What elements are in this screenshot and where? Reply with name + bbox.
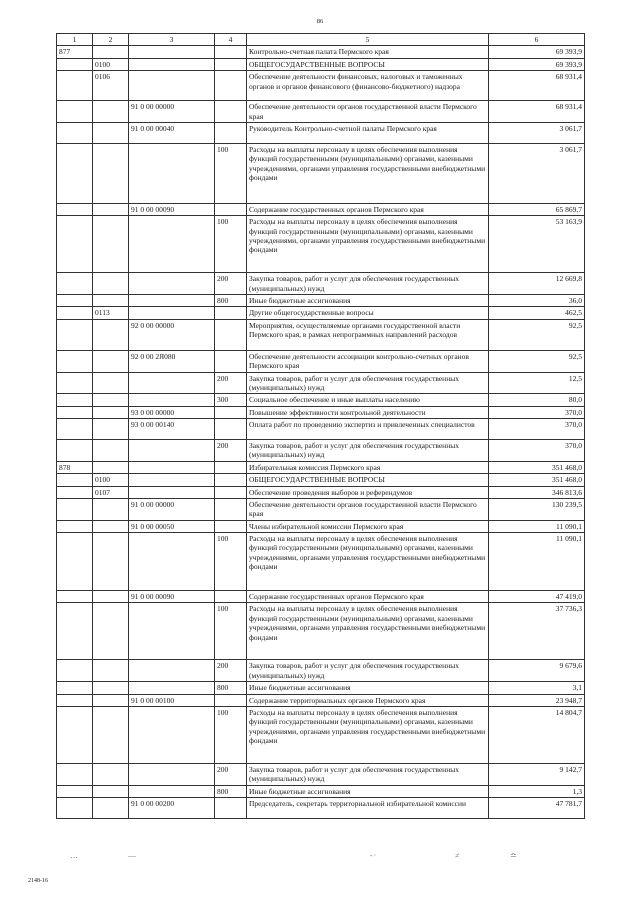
target-article-cell: 92 0 00 2Я080 bbox=[129, 350, 215, 372]
target-article-cell: 91 0 00 00200 bbox=[129, 798, 215, 819]
header-col-3: 3 bbox=[129, 34, 215, 46]
page-number: 86 bbox=[316, 18, 324, 25]
section-cell: 0106 bbox=[93, 71, 129, 101]
table-row bbox=[57, 101, 585, 123]
target-article-cell bbox=[129, 603, 215, 660]
admin-code-cell bbox=[57, 533, 93, 591]
section-cell bbox=[93, 319, 129, 350]
document-code: 2148-16 bbox=[28, 878, 48, 884]
description-cell: Обеспечение деятельности ассоциации контрольно-счетных органов Пермского края bbox=[247, 350, 489, 372]
description-cell: Контрольно-счетная палата Пермского края bbox=[247, 46, 489, 58]
section-cell bbox=[93, 273, 129, 295]
description-cell: Расходы на выплаты персоналу в целях обеспечения выполнения функций государственными (муниципальными) органами, казенными учреждениями, органами управления государственными внебюджетными фондами bbox=[247, 143, 489, 203]
expense-type-cell bbox=[215, 101, 247, 123]
admin-code-cell bbox=[57, 101, 93, 123]
description-cell: Закупка товаров, работ и услуг для обеспечения государственных (муниципальных) нужд bbox=[247, 372, 489, 394]
admin-code-cell bbox=[57, 603, 93, 660]
table-row bbox=[57, 350, 585, 372]
table-row bbox=[57, 273, 585, 295]
expense-type-cell: 800 bbox=[215, 682, 247, 694]
admin-code-cell bbox=[57, 273, 93, 295]
table-row bbox=[57, 295, 585, 307]
admin-code-cell bbox=[57, 394, 93, 406]
target-article-cell bbox=[129, 372, 215, 394]
table-row bbox=[57, 440, 585, 462]
target-article-cell bbox=[129, 660, 215, 682]
amount-cell: 351 468,0 bbox=[489, 474, 585, 486]
admin-code-cell bbox=[57, 406, 93, 418]
admin-code-cell: 877 bbox=[57, 46, 93, 58]
expense-type-cell: 100 bbox=[215, 706, 247, 763]
section-cell bbox=[93, 406, 129, 418]
amount-cell: 351 468,0 bbox=[489, 461, 585, 473]
amount-cell: 92,5 bbox=[489, 350, 585, 372]
description-cell: Социальное обеспечение и иные выплаты населению bbox=[247, 394, 489, 406]
table-row bbox=[57, 603, 585, 660]
signature-mark-4: ≠ bbox=[455, 851, 461, 860]
table-row bbox=[57, 533, 585, 591]
expense-type-cell bbox=[215, 350, 247, 372]
header-col-2: 2 bbox=[93, 34, 129, 46]
budget-table bbox=[56, 33, 585, 819]
admin-code-cell bbox=[57, 682, 93, 694]
target-article-cell: 91 0 00 00040 bbox=[129, 122, 215, 143]
description-cell: Содержание государственных органов Пермского края bbox=[247, 203, 489, 215]
expense-type-cell: 100 bbox=[215, 216, 247, 273]
table-row bbox=[57, 660, 585, 682]
header-row bbox=[57, 34, 585, 46]
target-article-cell bbox=[129, 307, 215, 319]
expense-type-cell: 200 bbox=[215, 763, 247, 785]
admin-code-cell bbox=[57, 486, 93, 498]
expense-type-cell: 200 bbox=[215, 660, 247, 682]
target-article-cell: 91 0 00 00090 bbox=[129, 591, 215, 603]
section-cell bbox=[93, 533, 129, 591]
table-row bbox=[57, 394, 585, 406]
expense-type-cell bbox=[215, 58, 247, 70]
admin-code-cell bbox=[57, 419, 93, 440]
expense-type-cell: 100 bbox=[215, 143, 247, 203]
target-article-cell: 93 0 00 00000 bbox=[129, 406, 215, 418]
admin-code-cell bbox=[57, 71, 93, 101]
target-article-cell bbox=[129, 533, 215, 591]
amount-cell: 370,0 bbox=[489, 419, 585, 440]
target-article-cell bbox=[129, 295, 215, 307]
amount-cell: 14 804,7 bbox=[489, 706, 585, 763]
target-article-cell bbox=[129, 785, 215, 797]
amount-cell: 370,0 bbox=[489, 440, 585, 462]
section-cell bbox=[93, 203, 129, 215]
description-cell: Оплата работ по проведению экспертиз и привлеченных специалистов bbox=[247, 419, 489, 440]
expense-type-cell: 800 bbox=[215, 785, 247, 797]
section-cell bbox=[93, 785, 129, 797]
section-cell bbox=[93, 350, 129, 372]
admin-code-cell bbox=[57, 143, 93, 203]
admin-code-cell bbox=[57, 591, 93, 603]
expense-type-cell bbox=[215, 486, 247, 498]
section-cell bbox=[93, 682, 129, 694]
description-cell: Обеспечение деятельности финансовых, налоговых и таможенных органов и органов финансового (финансово-бюджетного) надзора bbox=[247, 71, 489, 101]
amount-cell: 1,3 bbox=[489, 785, 585, 797]
table-row bbox=[57, 520, 585, 532]
target-article-cell bbox=[129, 706, 215, 763]
expense-type-cell: 300 bbox=[215, 394, 247, 406]
description-cell: Расходы на выплаты персоналу в целях обеспечения выполнения функций государственными (муниципальными) органами, казенными учреждениями, органами управления государственными внебюджетными фондами bbox=[247, 706, 489, 763]
table-row bbox=[57, 143, 585, 203]
target-article-cell: 91 0 00 00000 bbox=[129, 498, 215, 520]
table-row bbox=[57, 798, 585, 819]
target-article-cell: 93 0 00 00140 bbox=[129, 419, 215, 440]
description-cell: Мероприятия, осуществляемые органами государственной власти Пермского края, в рамках непрограммных направлений расходов bbox=[247, 319, 489, 350]
amount-cell: 47 781,7 bbox=[489, 798, 585, 819]
table-row bbox=[57, 461, 585, 473]
signature-mark-2: — bbox=[128, 851, 137, 860]
table-body bbox=[57, 46, 585, 819]
description-cell: Закупка товаров, работ и услуг для обеспечения государственных (муниципальных) нужд bbox=[247, 440, 489, 462]
target-article-cell bbox=[129, 46, 215, 58]
description-cell: Содержание государственных органов Пермского края bbox=[247, 591, 489, 603]
signature-mark-1: … bbox=[70, 851, 79, 860]
amount-cell: 47 419,0 bbox=[489, 591, 585, 603]
expense-type-cell bbox=[215, 461, 247, 473]
admin-code-cell bbox=[57, 498, 93, 520]
header-col-6: 6 bbox=[489, 34, 585, 46]
description-cell: Иные бюджетные ассигнования bbox=[247, 682, 489, 694]
section-cell bbox=[93, 660, 129, 682]
expense-type-cell bbox=[215, 474, 247, 486]
admin-code-cell bbox=[57, 295, 93, 307]
target-article-cell bbox=[129, 273, 215, 295]
table-row bbox=[57, 419, 585, 440]
amount-cell: 370,0 bbox=[489, 406, 585, 418]
table-row bbox=[57, 307, 585, 319]
section-cell bbox=[93, 461, 129, 473]
expense-type-cell bbox=[215, 694, 247, 706]
section-cell bbox=[93, 295, 129, 307]
table-row bbox=[57, 71, 585, 101]
expense-type-cell bbox=[215, 307, 247, 319]
target-article-cell bbox=[129, 763, 215, 785]
target-article-cell: 92 0 00 00000 bbox=[129, 319, 215, 350]
table-row bbox=[57, 706, 585, 763]
section-cell bbox=[93, 394, 129, 406]
target-article-cell bbox=[129, 216, 215, 273]
amount-cell: 9 679,6 bbox=[489, 660, 585, 682]
section-cell bbox=[93, 706, 129, 763]
section-cell bbox=[93, 520, 129, 532]
expense-type-cell: 100 bbox=[215, 603, 247, 660]
target-article-cell bbox=[129, 682, 215, 694]
description-cell: Иные бюджетные ассигнования bbox=[247, 295, 489, 307]
admin-code-cell bbox=[57, 763, 93, 785]
table-row bbox=[57, 591, 585, 603]
expense-type-cell bbox=[215, 591, 247, 603]
description-cell: Расходы на выплаты персоналу в целях обеспечения выполнения функций государственными (муниципальными) органами, казенными учреждениями, органами управления государственными внебюджетными фондами bbox=[247, 603, 489, 660]
signature-mark-3: -· bbox=[370, 851, 378, 860]
target-article-cell bbox=[129, 71, 215, 101]
description-cell: ОБЩЕГОСУДАРСТВЕННЫЕ ВОПРОСЫ bbox=[247, 58, 489, 70]
expense-type-cell bbox=[215, 71, 247, 101]
table-row bbox=[57, 406, 585, 418]
section-cell bbox=[93, 591, 129, 603]
description-cell: Члены избирательной комиссии Пермского края bbox=[247, 520, 489, 532]
description-cell: Закупка товаров, работ и услуг для обеспечения государственных (муниципальных) нужд bbox=[247, 660, 489, 682]
admin-code-cell bbox=[57, 307, 93, 319]
section-cell bbox=[93, 122, 129, 143]
description-cell: ОБЩЕГОСУДАРСТВЕННЫЕ ВОПРОСЫ bbox=[247, 474, 489, 486]
admin-code-cell bbox=[57, 216, 93, 273]
expense-type-cell bbox=[215, 798, 247, 819]
amount-cell: 65 869,7 bbox=[489, 203, 585, 215]
table-row bbox=[57, 372, 585, 394]
target-article-cell bbox=[129, 58, 215, 70]
amount-cell: 3,1 bbox=[489, 682, 585, 694]
section-cell bbox=[93, 372, 129, 394]
target-article-cell: 91 0 00 00050 bbox=[129, 520, 215, 532]
description-cell: Избирательная комиссия Пермского края bbox=[247, 461, 489, 473]
amount-cell: 80,0 bbox=[489, 394, 585, 406]
amount-cell: 346 813,6 bbox=[489, 486, 585, 498]
section-cell bbox=[93, 46, 129, 58]
expense-type-cell bbox=[215, 406, 247, 418]
admin-code-cell bbox=[57, 122, 93, 143]
expense-type-cell bbox=[215, 122, 247, 143]
amount-cell: 130 239,5 bbox=[489, 498, 585, 520]
admin-code-cell bbox=[57, 520, 93, 532]
table-row bbox=[57, 58, 585, 70]
admin-code-cell bbox=[57, 58, 93, 70]
admin-code-cell: 878 bbox=[57, 461, 93, 473]
table-row bbox=[57, 216, 585, 273]
amount-cell: 36,0 bbox=[489, 295, 585, 307]
amount-cell: 3 061,7 bbox=[489, 143, 585, 203]
table-row bbox=[57, 486, 585, 498]
section-cell bbox=[93, 143, 129, 203]
description-cell: Содержание территориальных органов Пермского края bbox=[247, 694, 489, 706]
section-cell bbox=[93, 440, 129, 462]
amount-cell: 69 393,9 bbox=[489, 46, 585, 58]
table-row bbox=[57, 319, 585, 350]
admin-code-cell bbox=[57, 706, 93, 763]
section-cell bbox=[93, 763, 129, 785]
section-cell bbox=[93, 101, 129, 123]
description-cell: Повышение эффективности контрольной деятельности bbox=[247, 406, 489, 418]
section-cell: 0107 bbox=[93, 486, 129, 498]
amount-cell: 462,5 bbox=[489, 307, 585, 319]
description-cell: Обеспечение проведения выборов и референдумов bbox=[247, 486, 489, 498]
description-cell: Обеспечение деятельности органов государственной власти Пермского края bbox=[247, 101, 489, 123]
header-col-1: 1 bbox=[57, 34, 93, 46]
target-article-cell bbox=[129, 461, 215, 473]
table-header bbox=[57, 34, 585, 46]
table-row bbox=[57, 474, 585, 486]
table-row bbox=[57, 203, 585, 215]
section-cell bbox=[93, 216, 129, 273]
description-cell: Председатель, секретарь территориальной избирательной комиссии bbox=[247, 798, 489, 819]
target-article-cell: 91 0 00 00000 bbox=[129, 101, 215, 123]
description-cell: Руководитель Контрольно-счетной палаты Пермского края bbox=[247, 122, 489, 143]
description-cell: Обеспечение деятельности органов государственной власти Пермского края bbox=[247, 498, 489, 520]
expense-type-cell bbox=[215, 520, 247, 532]
admin-code-cell bbox=[57, 660, 93, 682]
amount-cell: 92,5 bbox=[489, 319, 585, 350]
header-col-4: 4 bbox=[215, 34, 247, 46]
admin-code-cell bbox=[57, 319, 93, 350]
target-article-cell bbox=[129, 394, 215, 406]
amount-cell: 12 669,8 bbox=[489, 273, 585, 295]
expense-type-cell bbox=[215, 419, 247, 440]
target-article-cell bbox=[129, 486, 215, 498]
expense-type-cell: 200 bbox=[215, 440, 247, 462]
amount-cell: 68 931,4 bbox=[489, 71, 585, 101]
amount-cell: 11 090,1 bbox=[489, 533, 585, 591]
admin-code-cell bbox=[57, 203, 93, 215]
header-col-5: 5 bbox=[247, 34, 489, 46]
amount-cell: 23 948,7 bbox=[489, 694, 585, 706]
target-article-cell: 91 0 00 00090 bbox=[129, 203, 215, 215]
admin-code-cell bbox=[57, 350, 93, 372]
admin-code-cell bbox=[57, 372, 93, 394]
expense-type-cell: 200 bbox=[215, 273, 247, 295]
amount-cell: 69 393,9 bbox=[489, 58, 585, 70]
description-cell: Другие общегосударственные вопросы bbox=[247, 307, 489, 319]
section-cell bbox=[93, 603, 129, 660]
expense-type-cell: 800 bbox=[215, 295, 247, 307]
amount-cell: 37 736,3 bbox=[489, 603, 585, 660]
expense-type-cell: 200 bbox=[215, 372, 247, 394]
expense-type-cell bbox=[215, 498, 247, 520]
section-cell bbox=[93, 498, 129, 520]
table-row bbox=[57, 682, 585, 694]
description-cell: Закупка товаров, работ и услуг для обеспечения государственных (муниципальных) нужд bbox=[247, 763, 489, 785]
description-cell: Расходы на выплаты персоналу в целях обеспечения выполнения функций государственными (муниципальными) органами, казенными учреждениями, органами управления государственными внебюджетными фондами bbox=[247, 533, 489, 591]
amount-cell: 53 163,9 bbox=[489, 216, 585, 273]
expense-type-cell bbox=[215, 203, 247, 215]
table-row bbox=[57, 694, 585, 706]
amount-cell: 68 931,4 bbox=[489, 101, 585, 123]
description-cell: Расходы на выплаты персоналу в целях обеспечения выполнения функций государственными (муниципальными) органами, казенными учреждениями, органами управления государственными внебюджетными фондами bbox=[247, 216, 489, 273]
admin-code-cell bbox=[57, 474, 93, 486]
section-cell: 0113 bbox=[93, 307, 129, 319]
amount-cell: 12,5 bbox=[489, 372, 585, 394]
signature-mark-5: ≏ bbox=[510, 851, 518, 860]
table-row bbox=[57, 763, 585, 785]
target-article-cell bbox=[129, 474, 215, 486]
table-row bbox=[57, 498, 585, 520]
section-cell bbox=[93, 419, 129, 440]
expense-type-cell: 100 bbox=[215, 533, 247, 591]
target-article-cell: 91 0 00 00100 bbox=[129, 694, 215, 706]
expense-type-cell bbox=[215, 319, 247, 350]
admin-code-cell bbox=[57, 785, 93, 797]
admin-code-cell bbox=[57, 440, 93, 462]
amount-cell: 9 142,7 bbox=[489, 763, 585, 785]
section-cell: 0100 bbox=[93, 474, 129, 486]
amount-cell: 11 090,1 bbox=[489, 520, 585, 532]
table-row bbox=[57, 46, 585, 58]
table-row bbox=[57, 785, 585, 797]
expense-type-cell bbox=[215, 46, 247, 58]
target-article-cell bbox=[129, 143, 215, 203]
section-cell bbox=[93, 694, 129, 706]
section-cell: 0100 bbox=[93, 58, 129, 70]
table-row bbox=[57, 122, 585, 143]
description-cell: Иные бюджетные ассигнования bbox=[247, 785, 489, 797]
admin-code-cell bbox=[57, 694, 93, 706]
section-cell bbox=[93, 798, 129, 819]
description-cell: Закупка товаров, работ и услуг для обеспечения государственных (муниципальных) нужд bbox=[247, 273, 489, 295]
target-article-cell bbox=[129, 440, 215, 462]
admin-code-cell bbox=[57, 798, 93, 819]
amount-cell: 3 061,7 bbox=[489, 122, 585, 143]
